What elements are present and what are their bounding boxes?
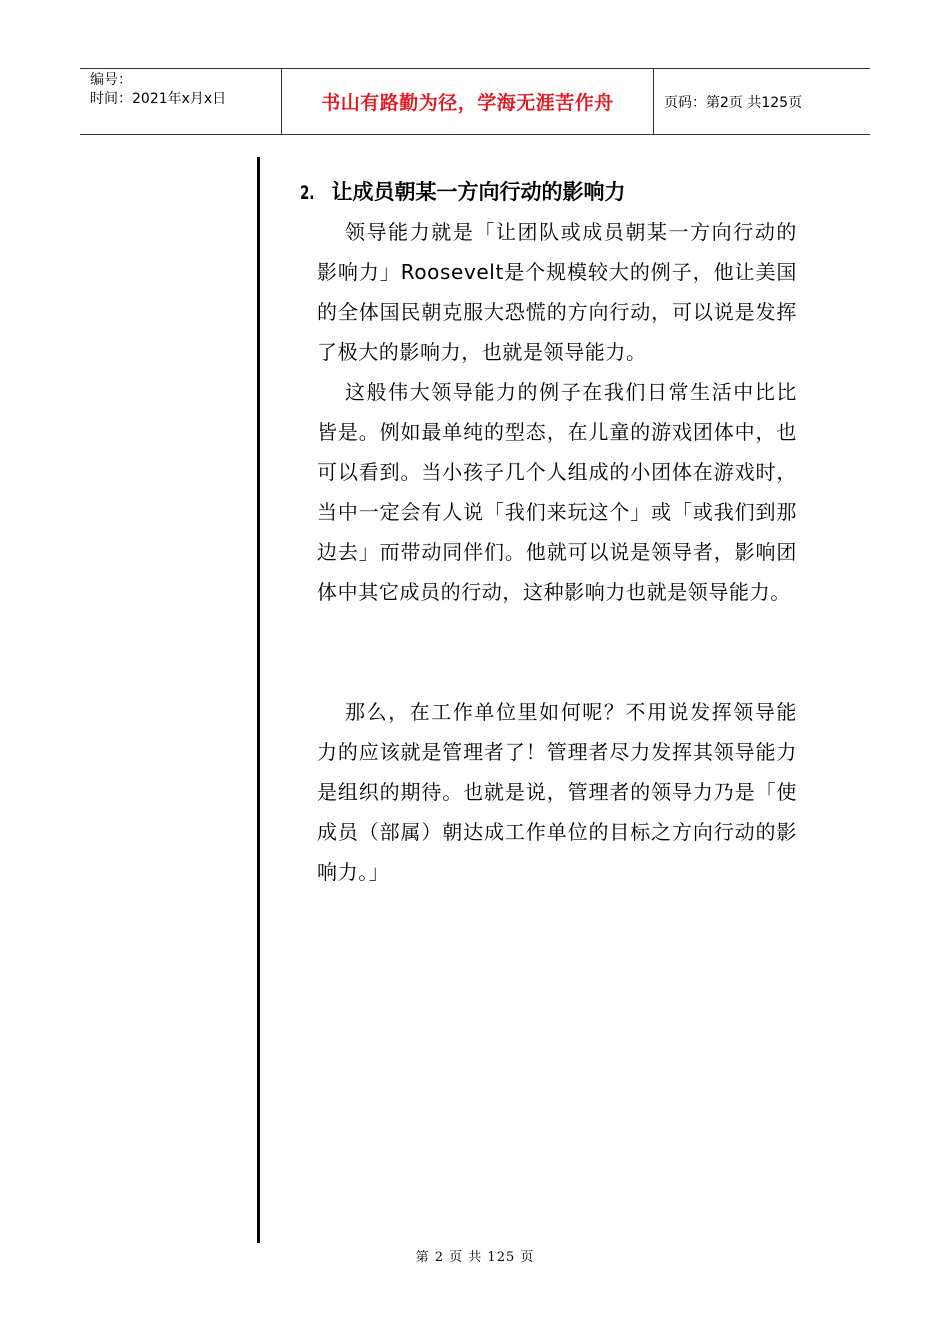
header-page-cell (654, 69, 870, 134)
header-meta-cell (80, 69, 282, 134)
header-motto: 书山有路勤为径，学海无涯苦作舟 (321, 92, 614, 114)
body-paragraph: 这般伟大领导能力的例子在我们日常生活中比比皆是。例如最单纯的型态，在儿童的游戏团体中，也可以看到。当小孩子几个人组成的小团体在游戏时，当中一定会有人说「我们来玩这个」或「或我们到那边去」而带动同伴们。他就可以说是领导者，影响团体中其它成员的行动，这种影响力也就是领导能力。 (317, 380, 797, 604)
document-date: 时间：2021年x月x日 (90, 91, 227, 107)
document-number-label: 编号： (90, 72, 132, 88)
page-footer: 第 2 页 共 125 页 (415, 1250, 535, 1265)
section-title: 让成员朝某一方向行动的影响力 (331, 180, 626, 204)
header-motto-cell (282, 69, 654, 134)
body-paragraph: 领导能力就是「让团队或成员朝某一方向行动的影响力」Roosevelt是个规模较大的例子，他让美国的全体国民朝克服大恐慌的方向行动，可以说是发挥了极大的影响力，也就是领导能力。 (317, 220, 797, 364)
body-paragraph: 那么，在工作单位里如何呢？不用说发挥领导能力的应该就是管理者了！管理者尽力发挥其领导能力是组织的期待。也就是说，管理者的领导力乃是「使成员（部属）朝达成工作单位的目标之方向行动的影响力。」 (317, 700, 797, 884)
margin-rule (257, 157, 260, 1243)
header-page-info: 页码：第2页 共125页 (664, 94, 803, 111)
page-header (80, 68, 870, 135)
section-number: 2. (300, 182, 315, 204)
section-heading (297, 176, 625, 206)
